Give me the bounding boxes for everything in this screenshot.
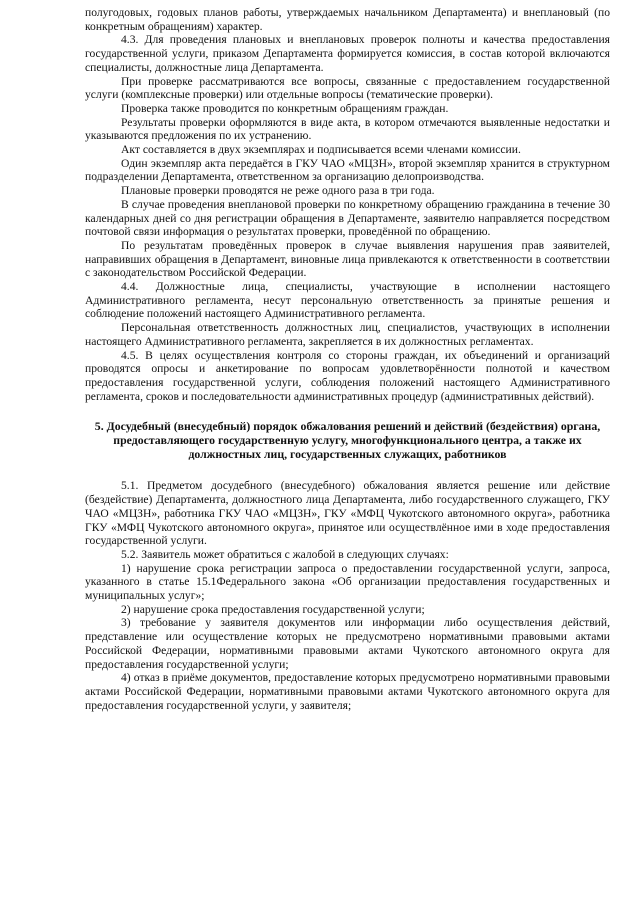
section-5-title: 5. Досудебный (внесудебный) порядок обжалования решений и действий (бездействия) органа, предоставляющего государственную услугу, многофункционального центра, а также их должностных лиц, государственных служащих, работников bbox=[94, 419, 601, 462]
paragraph-check-scope: При проверке рассматриваются все вопросы, связанные с предоставлением государственной услуги (комплексные проверки) или отдельные вопросы (тематические проверки). bbox=[85, 74, 610, 102]
paragraph-unplanned-check: В случае проведения внеплановой проверки по конкретному обращению гражданина в течение 30 календарных дней со дня регистрации обращения в Департаменте, заявителю направляется посредством почтовой связи информация о результатах проверки, проведённой по обращению. bbox=[85, 197, 610, 239]
paragraph-planned-frequency: Плановые проверки проводятся не реже одного раза в три года. bbox=[121, 184, 435, 198]
paragraph-4-3: 4.3. Для проведения плановых и внеплановых проверок полноты и качества предоставления государственной услуги, приказом Департамента формируется комиссия, в состав которой включаются специалисты, должностные лица Департамента. bbox=[85, 33, 610, 74]
list-item-3: 3) требование у заявителя документов или информации либо осуществления действий, представление или осуществление которых не предусмотрено нормативными правовыми актами Российской Федерации, нормативными правовыми актами Чукотского автономного округа для предоставления государственной услуги; bbox=[85, 616, 610, 671]
paragraph-5-2: 5.2. Заявитель может обратиться с жалобой в следующих случаях: bbox=[121, 547, 449, 561]
paragraph-check-by-request: Проверка также проводится по конкретным обращениям граждан. bbox=[121, 101, 449, 115]
paragraph-5-1: 5.1. Предметом досудебного (внесудебного) обжалования является решение или действие (бездействие) Департамента, должностного лица Департамента, либо государственного служащего, ГКУ ЧАО «МЦЗН», работника ГКУ ЧАО «МЦЗН», ГКУ «МФЦ Чукотского автономного округа», работника ГКУ «МФЦ Чукотского автономного округа», принятое или осуществлённое ими в ходе предоставления государственной услуги. bbox=[85, 479, 610, 548]
paragraph-act-storage: Один экземпляр акта передаётся в ГКУ ЧАО «МЦЗН», второй экземпляр хранится в структурном подразделении Департамента, ответственном за организацию делопроизводства. bbox=[85, 156, 610, 184]
paragraph-personal-responsibility: Персональная ответственность должностных лиц, специалистов, участвующих в исполнении настоящего Административного регламента, закрепляется в их должностных регламентах. bbox=[85, 321, 610, 348]
section-spacer bbox=[85, 403, 610, 419]
paragraph-4-5: 4.5. В целях осуществления контроля со стороны граждан, их объединений и организаций проводятся опросы и анкетирование по вопросам удовлетворённости полнотой и качеством предоставления государственной услуги, соблюдения положений настоящего Административного регламента, сроков и последовательности административных процедур (административных действий). bbox=[85, 348, 610, 403]
paragraph-4-4: 4.4. Должностные лица, специалисты, участвующие в исполнении настоящего Административного регламента, несут персональную ответственность за принятые решения и соблюдение положений настоящего Административного регламента. bbox=[85, 280, 610, 321]
list-item-4: 4) отказ в приёме документов, предоставление которых предусмотрено нормативными правовыми актами Российской Федерации, нормативными правовыми актами Чукотского автономного округа для предоставления государственной услуги, у заявителя; bbox=[85, 671, 610, 712]
paragraph-plans-continuation: полугодовых, годовых планов работы, утверждаемых начальником Департамента) и внеплановый (по конкретным обращениям) характер. bbox=[85, 6, 610, 33]
paragraph-violations: По результатам проведённых проверок в случае выявления нарушения прав заявителей, направивших обращения в Департамент, виновные лица привлекаются к ответственности в соответствии с законодательством Российской Федерации. bbox=[85, 238, 610, 280]
paragraph-act-copies: Акт составляется в двух экземплярах и подписывается всеми членами комиссии. bbox=[121, 143, 521, 157]
title-spacer bbox=[85, 461, 610, 479]
paragraph-check-results: Результаты проверки оформляются в виде акта, в котором отмечаются выявленные недостатки и указываются предложения по их устранению. bbox=[85, 115, 610, 143]
list-item-1: 1) нарушение срока регистрации запроса о предоставлении государственной услуги, запроса, указанного в статье 15.1Федерального закона «Об организации предоставления государственных и муниципальных услуг»; bbox=[85, 561, 610, 603]
list-item-2: 2) нарушение срока предоставления государственной услуги; bbox=[121, 602, 425, 616]
